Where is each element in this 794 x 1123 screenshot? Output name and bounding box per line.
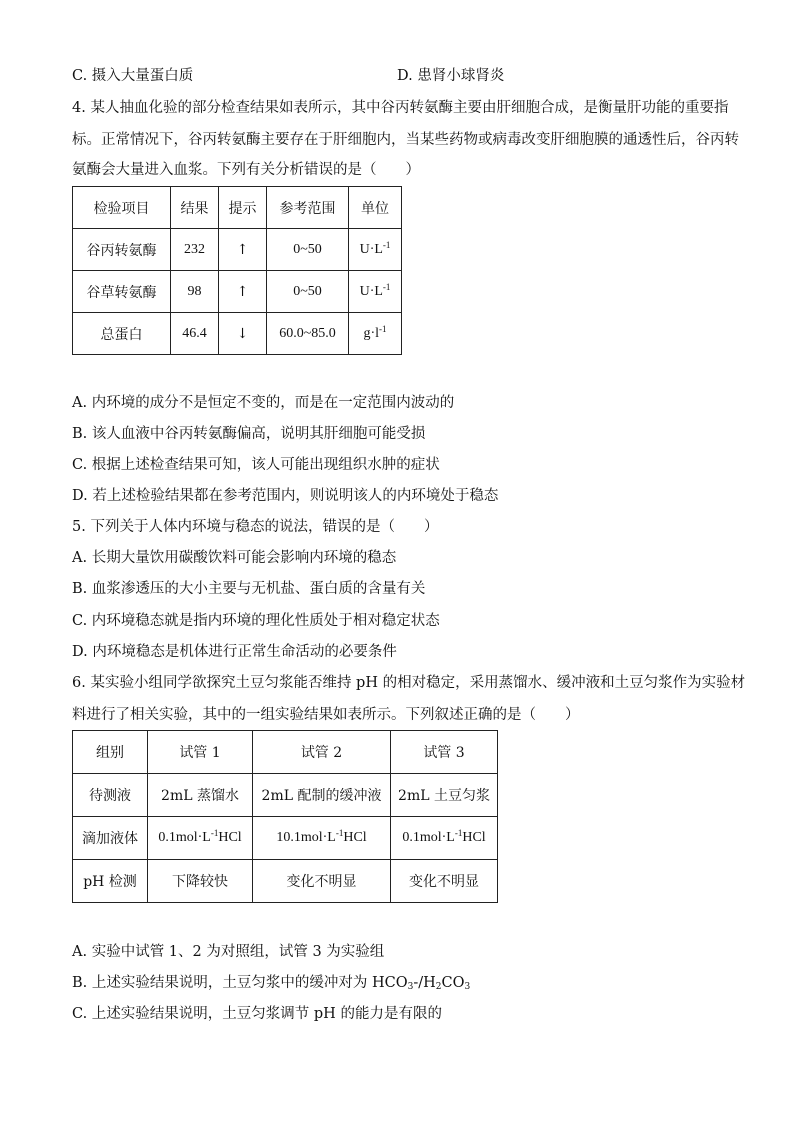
table-header-row xyxy=(73,187,402,229)
cell-tube-1: 下降较快 xyxy=(148,860,253,903)
q6-option-a[interactable]: A. 实验中试管 1、2 为对照组，试管 3 为实验组 xyxy=(72,944,385,960)
cell-result: 46.4 xyxy=(171,313,219,355)
header-tube-3: 试管 3 xyxy=(391,731,498,774)
cell-tube-2: $10.1mol\cdot L^{-1}HCl$ xyxy=(253,817,391,860)
cell-result: 232 xyxy=(171,229,219,271)
header-item: 检验项目 xyxy=(73,187,171,229)
cell-item: 总蛋白 xyxy=(73,313,171,355)
q5-stem: 5. 下列关于人体内环境与稳态的说法，错误的是（ ） xyxy=(72,519,439,535)
q5-option-a[interactable]: A. 长期大量饮用碳酸饮料可能会影响内环境的稳态 xyxy=(72,550,397,566)
q5-option-c[interactable]: C. 内环境稳态就是指内环境的理化性质处于相对稳定状态 xyxy=(72,613,440,629)
cell-label: 待测液 xyxy=(73,774,148,817)
cell-range: 60.0~85.0 xyxy=(267,313,349,355)
cell-tube-3: 变化不明显 xyxy=(391,860,498,903)
header-tube-2: 试管 2 xyxy=(253,731,391,774)
header-tube-1: 试管 1 xyxy=(148,731,253,774)
cell-hint: ↑ xyxy=(219,271,267,313)
header-hint: 提示 xyxy=(219,187,267,229)
cell-unit: $U\cdot L^{-1}$ xyxy=(349,271,402,313)
q4-stem-line-1: 4. 某人抽血化验的部分检查结果如表所示，其中谷丙转氨酶主要由肝细胞合成，是衡量肝功能的重要指 xyxy=(72,100,729,116)
q6-option-b[interactable]: B. 上述实验结果说明，土豆匀浆中的缓冲对为 $HCO_3-/H_2CO_3$ xyxy=(72,975,471,992)
cell-tube-3: 2mL 土豆匀浆 xyxy=(391,774,498,817)
q6-experiment-table xyxy=(72,730,498,903)
cell-tube-1: 2mL 蒸馏水 xyxy=(148,774,253,817)
q4-stem-line-2: 标。正常情况下，谷丙转氨酶主要存在于肝细胞内，当某些药物或病毒改变肝细胞膜的通透性后，谷丙转 xyxy=(72,132,739,148)
q3-option-c[interactable]: C. 摄入大量蛋白质 xyxy=(72,68,194,84)
cell-unit: $g\cdot l^{-1}$ xyxy=(349,313,402,355)
table-row xyxy=(73,860,498,903)
q4-option-a[interactable]: A. 内环境的成分不是恒定不变的，而是在一定范围内波动的 xyxy=(72,395,455,411)
cell-item: 谷丙转氨酶 xyxy=(73,229,171,271)
cell-item: 谷草转氨酶 xyxy=(73,271,171,313)
cell-label: 滴加液体 xyxy=(73,817,148,860)
q3-option-d[interactable]: D. 患肾小球肾炎 xyxy=(397,68,505,84)
table-row xyxy=(73,229,402,271)
cell-result: 98 xyxy=(171,271,219,313)
q5-option-d[interactable]: D. 内环境稳态是机体进行正常生命活动的必要条件 xyxy=(72,644,397,660)
cell-hint: ↑ xyxy=(219,229,267,271)
q4-option-b[interactable]: B. 该人血液中谷丙转氨酶偏高，说明其肝细胞可能受损 xyxy=(72,426,426,442)
q6-stem-line-1: 6. 某实验小组同学欲探究土豆匀浆能否维持 pH 的相对稳定，采用蒸馏水、缓冲液和土豆匀浆作为实验材 xyxy=(72,675,746,691)
cell-hint: ↓ xyxy=(219,313,267,355)
table-row xyxy=(73,313,402,355)
table-row xyxy=(73,271,402,313)
q4-option-d[interactable]: D. 若上述检验结果都在参考范围内，则说明该人的内环境处于稳态 xyxy=(72,488,499,504)
cell-tube-2: 2mL 配制的缓冲液 xyxy=(253,774,391,817)
cell-range: 0~50 xyxy=(267,271,349,313)
cell-tube-3: $0.1mol\cdot L^{-1}HCl$ xyxy=(391,817,498,860)
header-result: 结果 xyxy=(171,187,219,229)
cell-range: 0~50 xyxy=(267,229,349,271)
cell-label: pH 检测 xyxy=(73,860,148,903)
table-row xyxy=(73,774,498,817)
q6-stem-line-2: 料进行了相关实验，其中的一组实验结果如表所示。下列叙述正确的是（ ） xyxy=(72,707,580,723)
cell-tube-2: 变化不明显 xyxy=(253,860,391,903)
header-group: 组别 xyxy=(73,731,148,774)
table-row xyxy=(73,817,498,860)
q4-stem-line-3: 氨酶会大量进入血浆。下列有关分析错误的是（ ） xyxy=(72,162,420,178)
table-header-row xyxy=(73,731,498,774)
q4-lab-results-table xyxy=(72,186,402,355)
header-unit: 单位 xyxy=(349,187,402,229)
cell-tube-1: $0.1mol\cdot L^{-1}HCl$ xyxy=(148,817,253,860)
q4-option-c[interactable]: C. 根据上述检查结果可知，该人可能出现组织水肿的症状 xyxy=(72,457,440,473)
header-range: 参考范围 xyxy=(267,187,349,229)
q5-option-b[interactable]: B. 血浆渗透压的大小主要与无机盐、蛋白质的含量有关 xyxy=(72,581,426,597)
q6-option-c[interactable]: C. 上述实验结果说明，土豆匀浆调节 pH 的能力是有限的 xyxy=(72,1006,442,1022)
cell-unit: $U\cdot L^{-1}$ xyxy=(349,229,402,271)
